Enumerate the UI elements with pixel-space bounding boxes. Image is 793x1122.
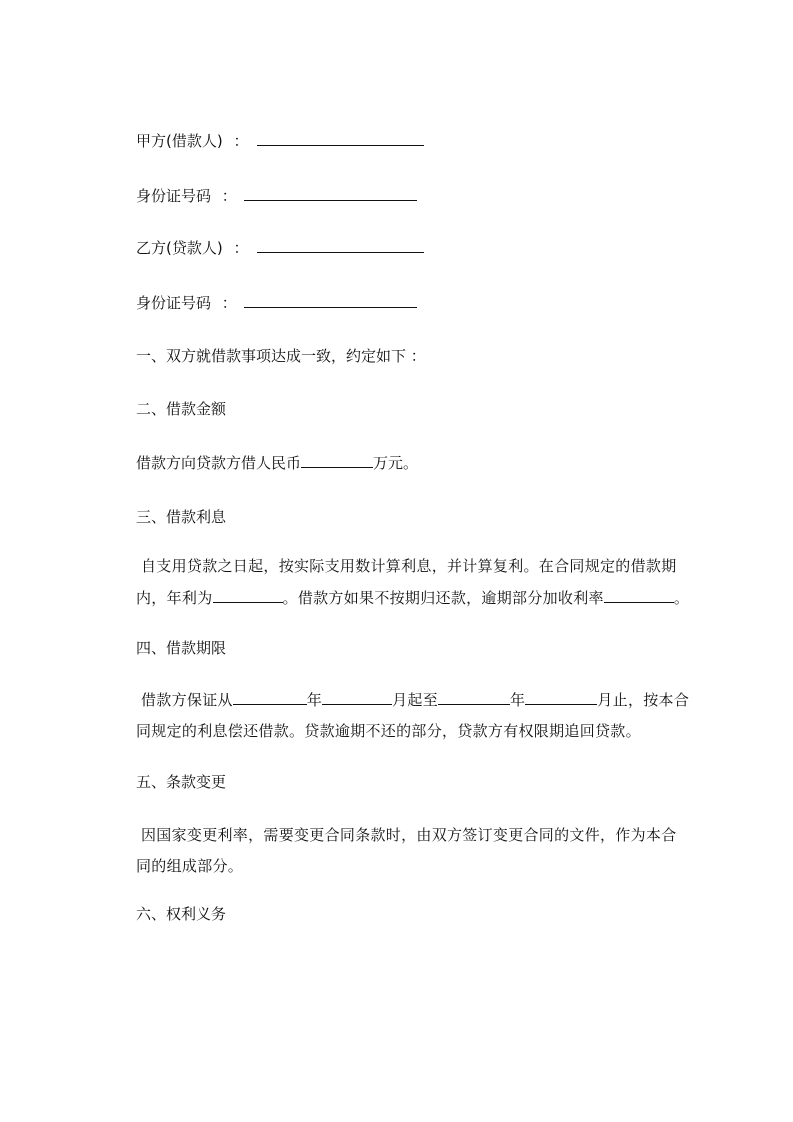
section-5-line-2: 同的组成部分。 <box>136 857 244 875</box>
section-2-body-pre: 借款方向贷款方借人民币 <box>136 454 302 472</box>
id-b-label: 身份证号码 <box>136 294 212 312</box>
party-b-field <box>136 238 424 258</box>
party-a-field <box>136 131 424 151</box>
party-b-label: 乙方(贷款人) <box>136 239 223 257</box>
party-b-blank[interactable] <box>257 238 424 253</box>
section-1-heading: 一、双方就借款事项达成一致，约定如下 ： <box>136 347 426 365</box>
party-a-colon: ： <box>233 132 249 150</box>
section-4-line-1-d: 年 <box>510 691 526 709</box>
section-2-body <box>136 453 418 473</box>
id-a-colon: ： <box>221 187 237 205</box>
section-4-body <box>136 690 702 741</box>
end-month-blank[interactable] <box>525 690 597 705</box>
section-5-heading: 五、条款变更 <box>136 773 227 791</box>
section-3-line-2 <box>136 588 702 608</box>
party-b-colon: ： <box>233 239 249 257</box>
section-4-line-1-c: 月起至 <box>392 691 439 709</box>
penalty-rate-blank[interactable] <box>604 588 674 603</box>
id-b-field <box>136 293 417 313</box>
section-4-line-1-e: 月止，按本合 <box>597 691 690 709</box>
id-a-field <box>136 186 417 206</box>
interest-rate-blank[interactable] <box>213 588 283 603</box>
party-a-blank[interactable] <box>257 131 424 146</box>
section-4-line-2: 同规定的利息偿还借款。贷款逾期不还的部分，贷款方有权限期追回贷款。 <box>136 722 641 740</box>
start-year-blank[interactable] <box>233 690 307 705</box>
section-5-line-1: 因国家变更利率，需要变更合同条款时，由双方签订变更合同的文件，作为本合 <box>141 826 677 844</box>
end-year-blank[interactable] <box>438 690 510 705</box>
section-4-line-1-a: 借款方保证从 <box>141 691 233 709</box>
section-4-line-1-b: 年 <box>306 691 323 709</box>
id-b-colon: ： <box>221 294 237 312</box>
loan-amount-blank[interactable] <box>301 453 373 468</box>
section-3-line-1: 自支用贷款之日起，按实际支用数计算利息，并计算复利。在合同规定的借款期 <box>141 557 677 575</box>
start-month-blank[interactable] <box>322 690 392 705</box>
section-4-heading: 四、借款期限 <box>136 639 227 657</box>
section-2-heading: 二、借款金额 <box>136 400 227 418</box>
section-3-line-2-b: 。借款方如果不按期归还款，逾期部分加收利率 <box>282 589 604 607</box>
section-6-heading: 六、权利义务 <box>136 905 227 923</box>
section-2-body-post: 万元。 <box>373 454 419 472</box>
id-a-label: 身份证号码 <box>136 187 212 205</box>
section-3-line-2-a: 内，年利为 <box>136 589 213 607</box>
party-a-label: 甲方(借款人) <box>136 132 223 150</box>
id-b-blank[interactable] <box>244 293 417 308</box>
section-3-heading: 三、借款利息 <box>136 508 227 526</box>
section-5-body <box>136 825 702 876</box>
section-4-line-1 <box>136 690 702 710</box>
section-3-body <box>136 556 702 608</box>
section-3-line-2-c: 。 <box>673 589 690 607</box>
id-a-blank[interactable] <box>244 186 417 201</box>
